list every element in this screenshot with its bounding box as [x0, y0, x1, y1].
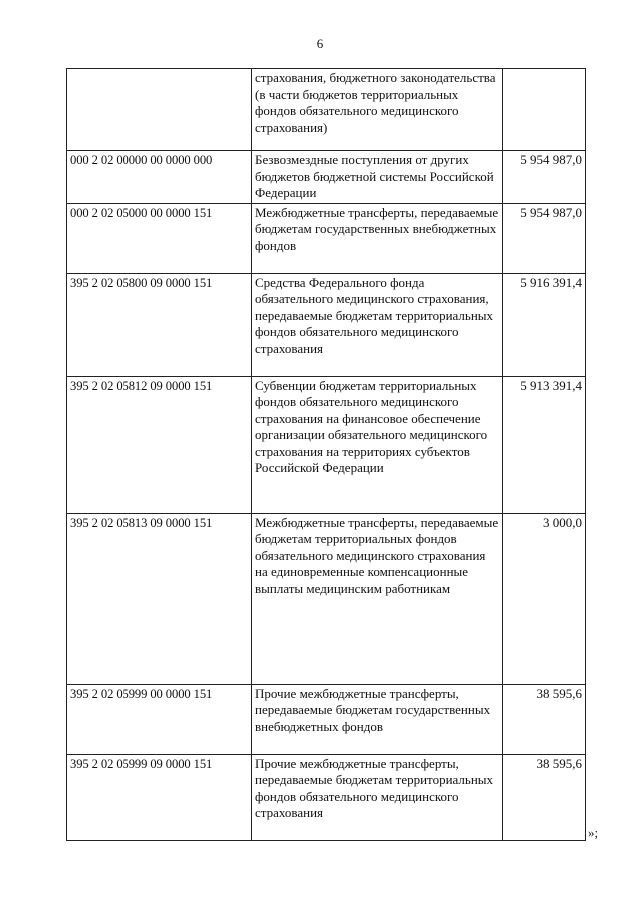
table-row — [67, 69, 586, 151]
table-row — [67, 754, 586, 840]
budget-code-cell: 000 2 02 05000 00 0000 151 — [67, 203, 252, 273]
table-row — [67, 684, 586, 754]
item-name-cell: Средства Федерального фонда обязательного медицинского страхования, передаваемые бюджетам территориальных фондов обязательного медицинского страхования — [252, 273, 503, 376]
budget-code-cell: 395 2 02 05812 09 0000 151 — [67, 376, 252, 513]
item-name-cell: Субвенции бюджетам территориальных фондов обязательного медицинского страхования на финансовое обеспечение организации обязательного медицинского страхования на территориях субъектов Российской Федерации — [252, 376, 503, 513]
budget-table — [66, 68, 586, 841]
table-row — [67, 203, 586, 273]
table-row — [67, 513, 586, 684]
amount-cell — [503, 69, 586, 151]
page-number: 6 — [316, 36, 324, 51]
budget-table-body — [67, 69, 586, 841]
table-row — [67, 376, 586, 513]
item-name-cell: Межбюджетные трансферты, передаваемые бюджетам государственных внебюджетных фондов — [252, 203, 503, 273]
table-row — [67, 151, 586, 204]
item-name-cell: Прочие межбюджетные трансферты, передаваемые бюджетам территориальных фондов обязательного медицинского страхования — [252, 754, 503, 840]
amount-cell: 3 000,0 — [503, 513, 586, 684]
amount-cell: 38 595,6 — [503, 684, 586, 754]
budget-code-cell: 395 2 02 05813 09 0000 151 — [67, 513, 252, 684]
item-name-cell: Межбюджетные трансферты, передаваемые бюджетам территориальных фондов обязательного медицинского страхования на единовременные компенсационные выплаты медицинским работникам — [252, 513, 503, 684]
amount-cell: 5 954 987,0 — [503, 203, 586, 273]
table-row — [67, 273, 586, 376]
amount-cell: 5 913 391,4 — [503, 376, 586, 513]
amount-cell: 38 595,6 — [503, 754, 586, 840]
budget-code-cell: 395 2 02 05800 09 0000 151 — [67, 273, 252, 376]
budget-code-cell: 395 2 02 05999 09 0000 151 — [67, 754, 252, 840]
amount-cell: 5 954 987,0 — [503, 151, 586, 204]
item-name-cell: Безвозмездные поступления от других бюджетов бюджетной системы Российской Федерации — [252, 151, 503, 204]
budget-code-cell: 395 2 02 05999 00 0000 151 — [67, 684, 252, 754]
budget-code-cell: 000 2 02 00000 00 0000 000 — [67, 151, 252, 204]
closing-quote-mark: »; — [588, 825, 599, 840]
item-name-cell: Прочие межбюджетные трансферты, передаваемые бюджетам государственных внебюджетных фондов — [252, 684, 503, 754]
amount-cell: 5 916 391,4 — [503, 273, 586, 376]
item-name-cell: страхования, бюджетного законодательства (в части бюджетов территориальных фондов обязательного медицинского страхования) — [252, 69, 503, 151]
budget-code-cell — [67, 69, 252, 151]
